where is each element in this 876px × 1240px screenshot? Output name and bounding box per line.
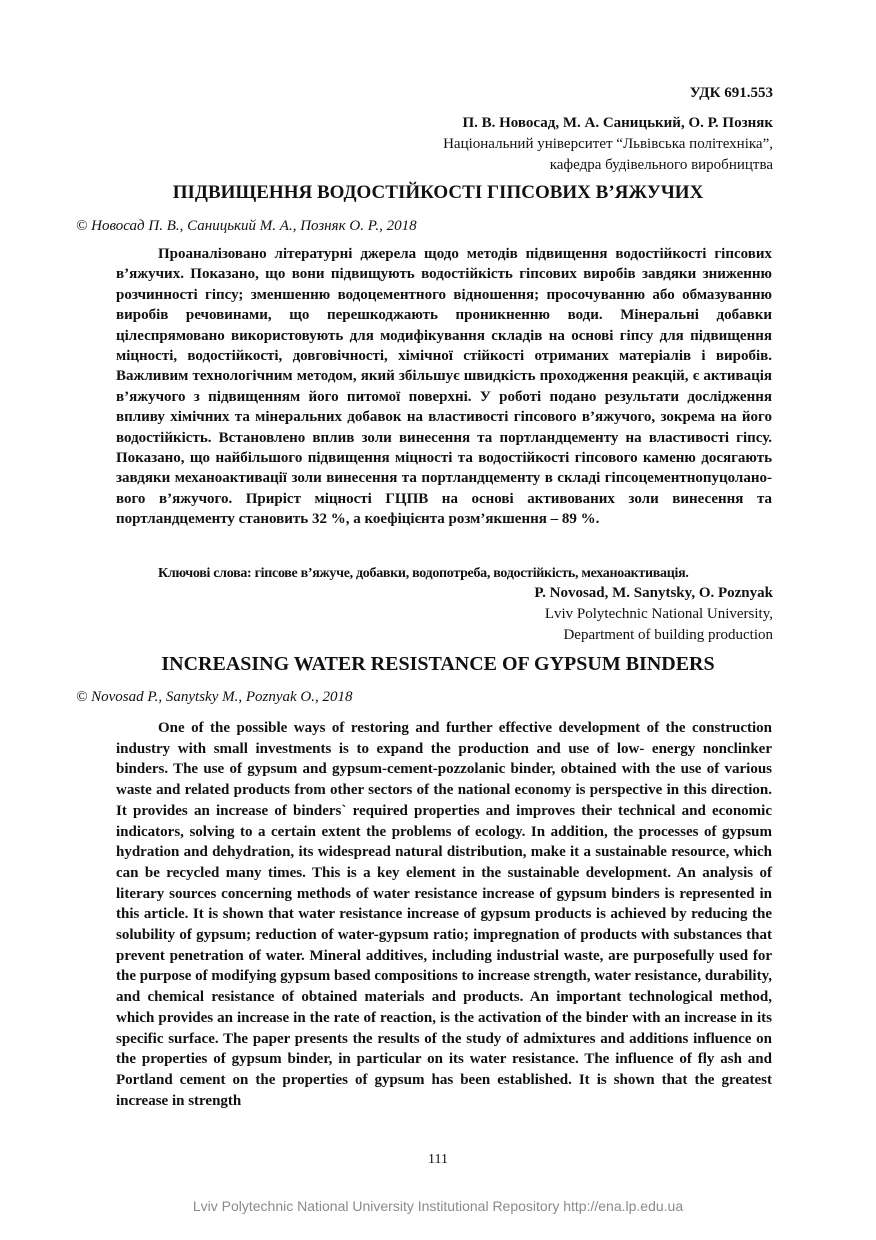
ua-affiliation-line1: Національний університет “Львівська політехніка”, (443, 136, 773, 152)
ua-copyright: © Новосад П. В., Саницький М. А., Позняк О. Р., 2018 (76, 218, 417, 234)
en-affiliation-line2: Department of building production (563, 627, 773, 643)
ua-abstract: Проаналізовано літературні джерела щодо методів підвищення водостійкості гіпсових в’яжучих. Показано, що вони підвищують водостійкість гіпсових виробів завдяки зниженню розчинності гіпсу; зменшенню водоцементного відношення; просочуванню або обмазуванню виробів речовинами, що перешкоджають проникненню води. Мінеральні добавки цілеспрямовано використовують для модифікування складів на основі гіпсу для підвищення міцності, водостійкості, довговічності, хімічної стійкості отриманих матеріалів і виробів. Важливим технологічним методом, який збільшує швидкість проходження реакцій, є активація в’яжучого з підвищенням його питомої поверхні. У роботі подано результати дослідження впливу хімічних та мінеральних добавок на властивості гіпсового в’яжучого, зокрема на його водостійкість. Встановлено вплив золи винесення та портландцементу на властивості гіпсу. Показано, що найбільшого підвищення міцності та водостійкості гіпсового каменю досягають завдяки механоактивації золи винесення та портландцементу в складі гіпсоцементнопуцолано- вого в’яжучого. Приріст міцності ГЦПВ на основі активованих золи винесення та портландцементу становить 32 %, а коефіцієнта розм’якшення – 89 %. (116, 246, 772, 528)
repository-footer: Lviv Polytechnic National University Institutional Repository http://ena.lp.edu.ua (192, 1198, 684, 1214)
en-authors: P. Novosad, M. Sanytsky, O. Poznyak (534, 585, 773, 601)
udk-code: УДК 691.553 (689, 85, 773, 101)
ua-authors: П. В. Новосад, М. А. Саницький, О. Р. Позняк (462, 115, 773, 131)
en-copyright: © Novosad P., Sanytsky M., Poznyak O., 2018 (76, 689, 353, 705)
ua-author-block (443, 113, 773, 176)
en-title: INCREASING WATER RESISTANCE OF GYPSUM BINDERS (161, 653, 715, 675)
ua-keywords: Ключові слова: гіпсове в’яжуче, добавки, водопотреба, водостійкість, механоактивація. (158, 566, 689, 581)
ua-affiliation-line2: кафедра будівельного виробництва (549, 157, 773, 173)
en-affiliation-line1: Lviv Polytechnic National University, (544, 606, 773, 622)
page-number: 111 (428, 1152, 448, 1167)
ua-title: ПІДВИЩЕННЯ ВОДОСТІЙКОСТІ ГІПСОВИХ В’ЯЖУЧИХ (172, 182, 704, 203)
en-abstract: One of the possible ways of restoring and further effective development of the construction industry with small investments is to expand the production and use of low- energy nonclinker binders. The use of gypsum and gypsum-cement-pozzolanic binder, obtained with the use of various waste and related products from other sectors of the national economy is perspective in this direction. It provides an increase of binders` required properties and improves their technical and economic indicators, solving to a certain extent the problems of ecology. In addition, the processes of gypsum hydration and dehydration, its widespread natural distribution, make it a sustainable resource, which can be recycled many times. This is a key element in the sustainable development. An analysis of literary sources concerning methods of water resistance increase of gypsum binders is represented in this article. It is shown that water resistance increase of gypsum products is achieved by reducing the solubility of gypsum; reduction of water-gypsum ratio; impregnation of products with substances that prevent penetration of water. Mineral additives, including industrial waste, are purposefully used for the purpose of modifying gypsum based compositions to increase strength, water resistance, durability, and chemical resistance of obtained materials and products. An important technological method, which provides an increase in the rate of reaction, is the activation of the binder with an increase in its specific surface. The paper presents the results of the study of admixtures and additions influence on the properties of gypsum binder, in particular on its water resistance. The influence of fly ash and Portland cement on the properties of gypsum has been established. It is shown that the greatest increase in strength (116, 720, 772, 1109)
en-author-block (534, 583, 773, 646)
